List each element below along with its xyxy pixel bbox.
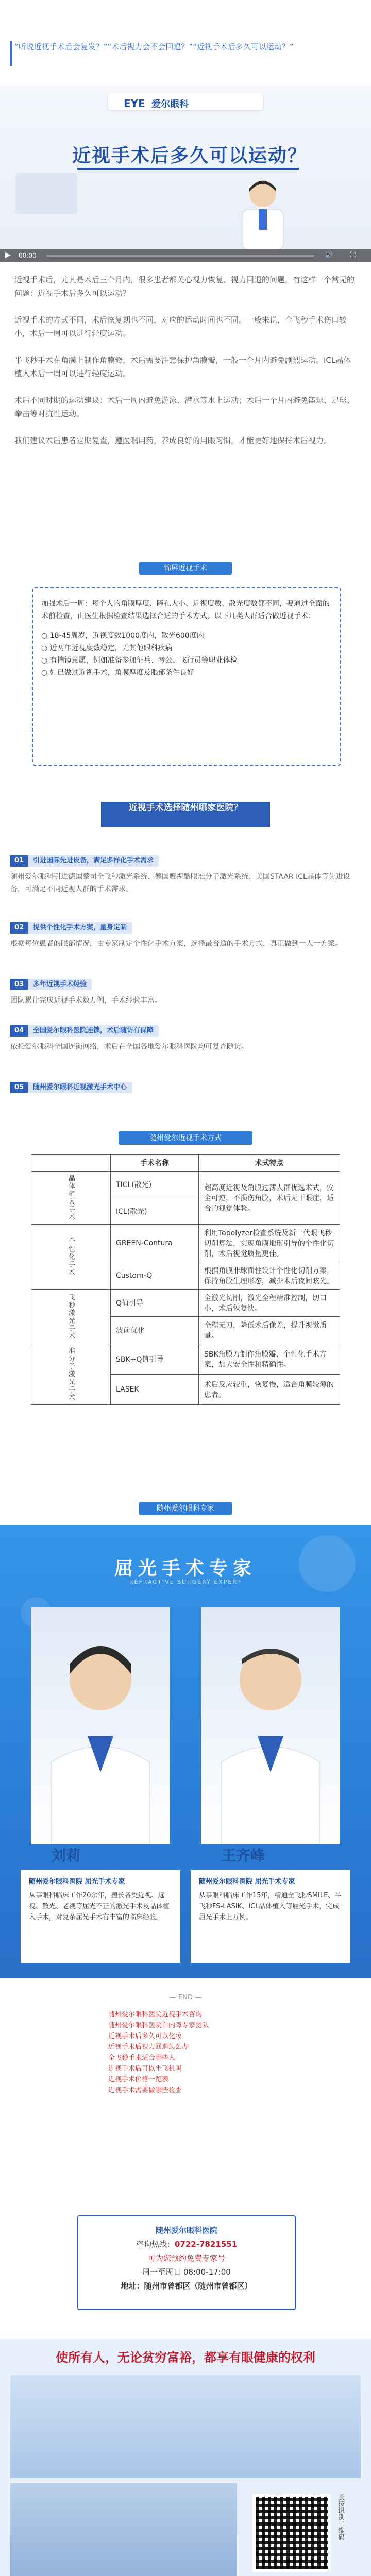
doctor-portrait-icon — [31, 1607, 170, 1844]
table-header-row — [31, 1155, 340, 1172]
experts-subtitle: REFRACTIVE SURGERY EXPERT — [129, 1579, 242, 1585]
section-heading: 多年近视手术经验 — [28, 979, 92, 990]
check-icon: ○ — [41, 669, 48, 677]
related-link[interactable]: 近视手术后多久可以化妆 — [108, 2032, 182, 2040]
paragraph-2: 近视手术的方式不同，术后恢复期也不同，对应的运动时间也不同。一般来说，全飞秒手术伤口较小，术后一周可以进行轻度运动。 — [14, 315, 347, 338]
video-player[interactable] — [0, 86, 371, 262]
qr-code[interactable] — [252, 2494, 331, 2572]
section-number: 04 — [10, 1025, 28, 1037]
table-cell-desc: 超高度近视及角膜过薄人群优选术式，安全可逆，不损伤角膜，术后无干眼症，适合的视觉体验。 — [199, 1172, 340, 1225]
related-link[interactable]: 全飞秒手术适合哪些人 — [108, 2054, 176, 2062]
table-cell-name: Q值引导 — [111, 1290, 199, 1317]
video-title-underline — [77, 168, 299, 170]
section-heading: 引进国际先进设备，满足多样化手术需求 — [28, 855, 159, 867]
table-cell-name: TICL(散光) — [111, 1172, 199, 1198]
section-heading: 全国爱尔眼科医院连锁，术后随访有保障 — [28, 1025, 159, 1037]
section-text: 随州爱尔眼科引进德国蔡司全飞秒激光系统、德国鹰视酷眼准分子激光系统、美国STAAR ICL晶体等先进设备，可满足不同近视人群的手术需求。 — [10, 873, 350, 893]
section-number: 02 — [10, 922, 28, 934]
surgery-table — [31, 1154, 340, 1405]
doctor-title: 随州爱尔眼科医院 屈光手术专家 — [29, 1878, 125, 1886]
contact-hours: 周一至周日 08:00-17:00 — [142, 2267, 231, 2277]
table-header-cell-empty — [31, 1155, 111, 1172]
experts-section-pill: 随州爱尔眼科专家 — [139, 1502, 232, 1515]
paragraph-4: 术后不同时期的运动建议：术后一周内避免游泳、潜水等水上运动；术后一个月内避免篮球、足球、拳击等对抗性运动。 — [14, 396, 355, 418]
table-category: 准分子激光手术 — [31, 1344, 111, 1405]
video-side-panel — [15, 173, 77, 214]
fullscreen-icon[interactable]: ⛶ — [350, 251, 356, 259]
related-link[interactable]: 随州爱尔眼科医院白内障专家团队 — [108, 2022, 209, 2029]
doctor-bio-text: 从事眼科临床工作20余年，擅长各类近视、远视、散光、老视等屈光不正的激光手术及晶体植入手术，对复杂屈光手术有丰富的临床经验。 — [29, 1892, 170, 1921]
video-title: 近视手术后多久可以运动？ — [72, 145, 308, 166]
card-intro: 加强术后一周：每个人的角膜厚度、瞳孔大小、近视度数、散光度数都不同，要通过全面的术前检查，由医生根据检查结果选择合适的手术方式。以下几类人群适合做近视手术： — [41, 600, 330, 620]
doctor-portrait-icon — [201, 1607, 340, 1844]
doctor-photo-2 — [201, 1607, 340, 1844]
doctor-bio-1 — [21, 1870, 180, 1963]
table-category: 飞秒激光手术 — [31, 1290, 111, 1344]
related-link[interactable]: 近视手术需要做哪些检查 — [108, 2087, 182, 2094]
experts-title: 屈光手术专家 — [114, 1558, 257, 1579]
section-heading: 随州爱尔眼科近视激光手术中心 — [28, 1082, 132, 1093]
video-progress-track[interactable] — [46, 255, 314, 257]
section-heading: 提供个性化手术方案，量身定制 — [28, 922, 132, 934]
video-time: 00:00 — [19, 252, 37, 259]
related-link[interactable]: 随州爱尔眼科医院近视手术咨询 — [108, 2011, 203, 2019]
doctor-bio-text: 从事眼科临床工作15年，精通全飞秒SMILE、半飞秒FS-LASIK、ICL晶体植入等屈光手术，完成屈光手术上万例。 — [199, 1892, 342, 1921]
related-links — [108, 2009, 263, 2096]
paragraph-3: 半飞秒手术在角膜上制作角膜瓣，术后需要注意保护角膜瓣，一般一个月内避免剧烈运动。ICL晶体植入术后一周可以进行轻度运动。 — [14, 355, 351, 378]
doctor-illustration — [222, 173, 304, 250]
check-icon: ○ — [41, 632, 48, 640]
video-control-bar — [0, 249, 371, 262]
table-row — [31, 1344, 340, 1375]
paragraph-1: 近视手术后，尤其是术后三个月内，很多患者都关心视力恢复、视力回退的问题，有这样一个常见的问题：近视手术后多久可以运动？ — [14, 275, 355, 298]
table-cell-desc: 术后反应较重，恢复慢，适合角膜较薄的患者。 — [199, 1375, 340, 1405]
section-number: 03 — [10, 979, 28, 990]
table-row — [31, 1172, 340, 1198]
card-item: ○ 有摘镜意愿，例如准备参加征兵、考公、飞行员等职业体检 — [41, 656, 238, 665]
card-item: ○ 近两年近视度数稳定，无其他眼科疾病 — [41, 644, 173, 652]
table-cell-desc: 利用Topolyzer检查系统及新一代眼飞秒切削算法，实现角膜地形引导的个性化切削，术后视觉质量更佳。 — [199, 1225, 340, 1262]
qr-caption: 长按识别二维码 — [336, 2494, 344, 2540]
related-link[interactable]: 近视手术后可以坐飞机吗 — [108, 2065, 182, 2073]
quote-bar — [10, 41, 12, 66]
section-text: 依托爱尔眼科全国连锁网络，术后在全国各地爱尔眼科医院均可复查随访。 — [10, 1043, 248, 1051]
card-item: ○ 如已做过近视手术，角膜厚度及眼部条件良好 — [41, 669, 194, 677]
table-category: 个性化手术 — [31, 1225, 111, 1290]
table-row — [31, 1290, 340, 1317]
section-text: 根据每位患者的眼部情况，由专家制定个性化手术方案，选择最合适的手术方式，真正做到一人一方案。 — [10, 940, 342, 948]
table-cell-desc: 根据角膜非球面性设计个性化切削方案，保持角膜生理形态，减少术后夜间眩光。 — [199, 1262, 340, 1290]
hospital-service-photo — [10, 2483, 237, 2576]
related-link[interactable]: 近视手术价格一览表 — [108, 2076, 169, 2083]
table-cell-name: ICL(散光) — [111, 1198, 199, 1225]
phone-label: 咨询热线： — [136, 2240, 175, 2249]
check-icon: ○ — [41, 644, 48, 652]
hospital-banner: 近视手术选择随州哪家医院？ — [101, 802, 270, 827]
table-cell-name: SBK+Q值引导 — [111, 1344, 199, 1375]
table-row — [31, 1225, 340, 1262]
doctor-photo-1 — [31, 1607, 170, 1844]
section-pill: 锦屏近视手术 — [139, 562, 232, 575]
table-cell-desc: SBK角膜刀制作角膜瓣，个性化手术方案，加大安全性和精确性。 — [199, 1344, 340, 1375]
section-number: 05 — [10, 1082, 28, 1093]
table-category: 晶体植入手术 — [31, 1172, 111, 1225]
end-marker: — END — — [169, 1994, 202, 2002]
paragraph-5: 我们建议术后患者定期复查，遵医嘱用药，养成良好的用眼习惯，才能更好地保持术后视力。 — [14, 436, 332, 445]
table-cell-name: LASEK — [111, 1375, 199, 1405]
candidate-card-text — [41, 598, 330, 679]
contact-address: 地址：随州市曾都区（随州市曾都区） — [121, 2281, 252, 2291]
volume-icon[interactable]: 🔊 — [325, 251, 333, 259]
experts-panel — [0, 1525, 371, 1978]
play-icon[interactable]: ▶ — [5, 251, 11, 259]
contact-booking: 可为您预约免费专家号 — [147, 2253, 225, 2263]
doctor-name-1: 刘莉 — [52, 1847, 81, 1864]
doctor-name-2: 王齐峰 — [222, 1847, 265, 1864]
brand-name: 爱尔眼科 — [151, 99, 189, 110]
promo-panel — [0, 2339, 371, 2576]
table-cell-name: GREEN-Contura — [111, 1225, 199, 1262]
table-cell-name: Custom-Q — [111, 1262, 199, 1290]
table-caption: 随州爱尔近视手术方式 — [119, 1131, 252, 1145]
related-link[interactable]: 近视手术后视力回退怎么办 — [108, 2043, 189, 2051]
table-cell-name: 波前优化 — [111, 1317, 199, 1344]
phone-number[interactable]: 0722-7821551 — [174, 2240, 238, 2249]
contact-hospital: 随州爱尔眼科医院 — [155, 2226, 217, 2235]
card-item: ○ 18-45周岁，近视度数1000度内，散光600度内 — [41, 632, 204, 640]
section-number: 01 — [10, 855, 28, 867]
doctor-bio-2 — [191, 1870, 350, 1963]
promo-slogan: 使所有人，无论贫穷富裕，都享有眼健康的权利 — [56, 2350, 315, 2365]
section-text: 团队累计完成近视手术数万例，手术经验丰富。 — [10, 996, 162, 1005]
contact-box — [77, 2215, 296, 2310]
contact-phone-line — [78, 2239, 295, 2249]
table-cell-desc: 全程无刀，降低术后像差，提升视觉质量。 — [199, 1317, 340, 1344]
table-cell-desc: 全激光切削，激光全程精准控制，切口小，术后恢复快。 — [199, 1290, 340, 1317]
table-header-cell: 手术名称 — [111, 1155, 199, 1172]
intro-quote: “听说近视手术后会复发？”“术后视力会不会回退？”“近视手术后多久可以运动？” — [14, 42, 294, 52]
hospital-lobby-photo — [10, 2375, 361, 2478]
brand-logo — [124, 97, 189, 110]
table-header-cell: 术式特点 — [199, 1155, 340, 1172]
check-icon: ○ — [41, 656, 48, 665]
doctor-title: 随州爱尔眼科医院 屈光手术专家 — [199, 1878, 295, 1886]
brand-icon: EYE — [124, 97, 145, 110]
